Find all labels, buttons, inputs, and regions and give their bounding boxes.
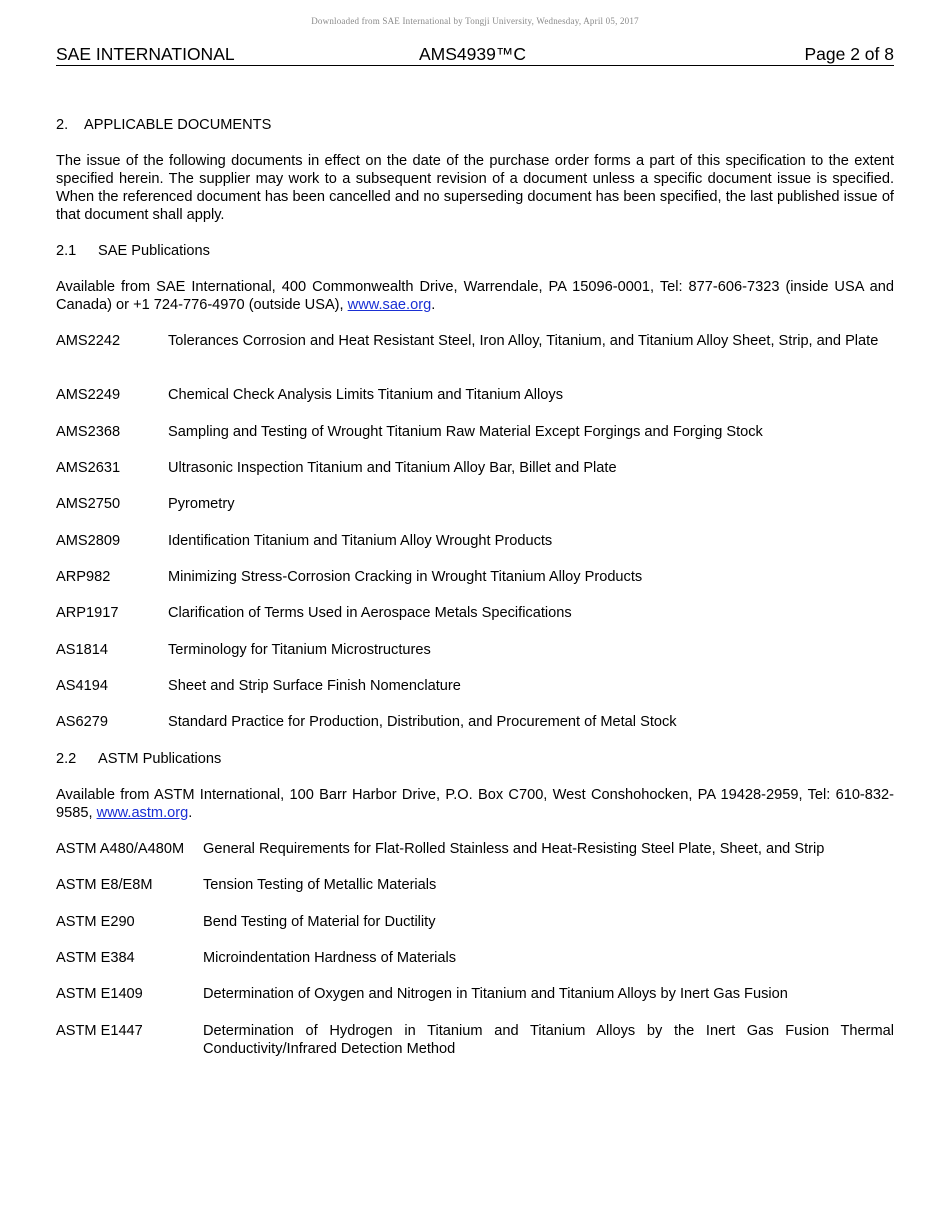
astm-availability (56, 786, 894, 822)
reference-code: ASTM E384 (56, 950, 135, 966)
astm-publications-heading (56, 750, 221, 768)
subsection-title: SAE Publications (98, 243, 210, 259)
section-2-heading (56, 116, 271, 134)
reference-code: AMS2242 (56, 333, 121, 349)
page-header (56, 44, 894, 66)
subsection-title: ASTM Publications (98, 751, 222, 767)
reference-code: ASTM E290 (56, 914, 135, 930)
header-doc-number: AMS4939™C (419, 44, 526, 64)
reference-code: ASTM E1409 (56, 986, 143, 1002)
reference-title: Determination of Hydrogen in Titanium and Titanium Alloys by the Inert Gas Fusion Thermal Conductivity/Infrared Detection Method (203, 1023, 894, 1057)
sae-availability (56, 278, 894, 314)
sae-publications-heading (56, 242, 210, 260)
reference-code: ASTM E8/E8M (56, 877, 153, 893)
sae-availability-text: Available from SAE International, 400 Commonwealth Drive, Warrendale, PA 15096-0001, Tel: 877-606-7323 (inside USA and Canada) or +1 724-776-4970 (outside USA), (56, 279, 894, 313)
reference-code: ASTM A480/A480M (56, 841, 185, 857)
section-title: APPLICABLE DOCUMENTS (84, 117, 272, 133)
reference-title: Identification Titanium and Titanium Alloy Wrought Products (168, 533, 553, 549)
reference-title: Pyrometry (168, 496, 235, 512)
reference-title: Microindentation Hardness of Materials (203, 950, 457, 966)
reference-title: Tension Testing of Metallic Materials (203, 877, 437, 893)
reference-code: AMS2249 (56, 387, 121, 403)
section-2-intro: The issue of the following documents in effect on the date of the purchase order forms a part of this specification to the extent specified herein. The supplier may work to a subsequent revision of a document unless a specific document issue is specified. When the referenced document has been cancelled and no superseding document has been specified, the last published issue of that document shall apply. (56, 153, 894, 223)
reference-title: Standard Practice for Production, Distribution, and Procurement of Metal Stock (168, 714, 677, 730)
reference-code: ARP982 (56, 569, 111, 585)
download-watermark: Downloaded from SAE International by Tongji University, Wednesday, April 05, 2017 (311, 16, 639, 26)
reference-code: ASTM E1447 (56, 1023, 143, 1039)
reference-code: AS1814 (56, 642, 108, 658)
reference-title: Bend Testing of Material for Ductility (203, 914, 436, 930)
reference-code: AS4194 (56, 678, 108, 694)
reference-title: Sampling and Testing of Wrought Titanium Raw Material Except Forgings and Forging Stock (168, 424, 763, 440)
header-org: SAE INTERNATIONAL (56, 44, 235, 64)
reference-title: Minimizing Stress-Corrosion Cracking in Wrought Titanium Alloy Products (168, 569, 643, 585)
astm-availability-text: Available from ASTM International, 100 Barr Harbor Drive, P.O. Box C700, West Conshohocken, PA 19428-2959, Tel: 610-832-9585, (56, 787, 894, 821)
subsection-number: 2.2 (56, 751, 77, 767)
reference-title: Ultrasonic Inspection Titanium and Titanium Alloy Bar, Billet and Plate (168, 460, 617, 476)
reference-code: AMS2368 (56, 424, 121, 440)
section-number: 2. (56, 117, 69, 133)
astm-website-link[interactable]: www.astm.org (96, 805, 189, 821)
astm-link-suffix: . (188, 805, 193, 821)
sae-link-suffix: . (431, 297, 436, 313)
header-page-number: Page 2 of 8 (804, 44, 894, 64)
reference-title: General Requirements for Flat-Rolled Stainless and Heat-Resisting Steel Plate, Sheet, and Strip (203, 841, 825, 857)
reference-title: Terminology for Titanium Microstructures (168, 642, 431, 658)
reference-code: AMS2631 (56, 460, 121, 476)
reference-title: Clarification of Terms Used in Aerospace Metals Specifications (168, 605, 572, 621)
reference-code: ARP1917 (56, 605, 119, 621)
reference-title: Sheet and Strip Surface Finish Nomenclature (168, 678, 461, 694)
reference-code: AS6279 (56, 714, 108, 730)
reference-code: AMS2809 (56, 533, 121, 549)
reference-title: Determination of Oxygen and Nitrogen in Titanium and Titanium Alloys by Inert Gas Fusion (203, 986, 788, 1002)
reference-code: AMS2750 (56, 496, 121, 512)
sae-website-link[interactable]: www.sae.org (347, 297, 432, 313)
reference-title: Chemical Check Analysis Limits Titanium and Titanium Alloys (168, 387, 563, 403)
reference-title: Tolerances Corrosion and Heat Resistant Steel, Iron Alloy, Titanium, and Titanium Alloy Sheet, Strip, and Plate (168, 333, 879, 349)
subsection-number: 2.1 (56, 243, 77, 259)
